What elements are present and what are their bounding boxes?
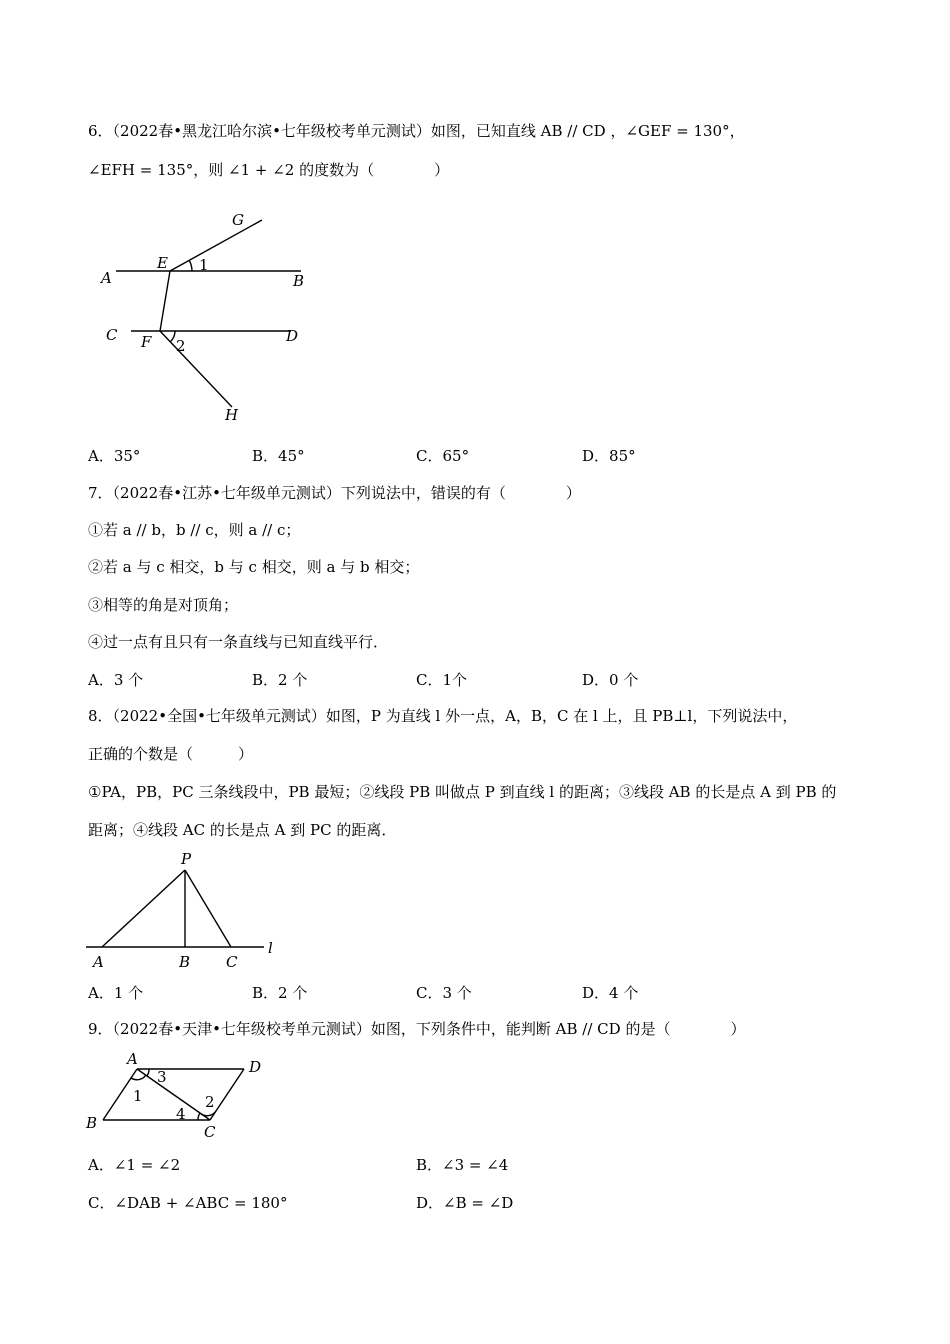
q8-statements-line2: 距离；④线段 AC 的长是点 A 到 PC 的距离． — [88, 821, 397, 839]
q9-label-a: A — [127, 1050, 138, 1068]
q6-angle2-arc — [170, 331, 175, 342]
q8-choice-b[interactable]: B．2 个 — [252, 984, 308, 1002]
q7-choice-c[interactable]: C．1个 — [416, 671, 468, 689]
q6-label-d: D — [286, 327, 299, 345]
q9-label-angle1: 1 — [133, 1087, 143, 1105]
q7-choices — [88, 670, 888, 690]
q9-label-c: C — [204, 1123, 216, 1141]
q8-stem-line2: 正确的个数是（ ） — [88, 745, 254, 763]
q6-stem-line2: ∠EFH = 135°，则 ∠1 + ∠2 的度数为（ ） — [88, 161, 450, 179]
q7-choice-d[interactable]: D．0 个 — [582, 671, 639, 689]
q9-choice-a[interactable]: A．∠1 = ∠2 — [88, 1156, 181, 1174]
q6-label-a: A — [101, 269, 112, 287]
q8-label-l: l — [268, 939, 273, 957]
q8-figure — [80, 845, 290, 975]
q6-label-h: H — [225, 406, 239, 424]
q7-choice-a[interactable]: A．3 个 — [88, 671, 144, 689]
q8-label-a: A — [93, 953, 104, 971]
q9-figure — [80, 1048, 280, 1148]
q6-label-e: E — [157, 254, 168, 272]
q9-choice-b[interactable]: B．∠3 = ∠4 — [416, 1156, 509, 1174]
q6-label-c: C — [106, 326, 118, 344]
q9-choice-c[interactable]: C．∠DAB + ∠ABC = 180° — [88, 1194, 288, 1212]
q7-statement-3: ③相等的角是对顶角； — [88, 596, 239, 614]
q7-statement-1: ①若 a // b，b // c，则 a // c； — [88, 521, 301, 539]
q9-choices-row2 — [88, 1193, 888, 1213]
q9-label-d: D — [249, 1058, 262, 1076]
q8-statements-line1: ①PA，PB，PC 三条线段中，PB 最短；②线段 PB 叫做点 P 到直线 l 的距离；③线段 AB 的长是点 A 到 PB 的 — [88, 783, 837, 801]
q9-angle4-arc — [198, 1113, 200, 1120]
q9-angle3-arc — [147, 1069, 149, 1076]
q6-segment-ef — [160, 271, 170, 331]
q9-label-angle3: 3 — [157, 1068, 167, 1086]
q9-choices-row1 — [88, 1155, 888, 1175]
q9-label-angle2: 2 — [205, 1093, 215, 1111]
q8-label-c: C — [226, 953, 238, 971]
q9-label-angle4: 4 — [176, 1105, 186, 1123]
q8-choice-d[interactable]: D．4 个 — [582, 984, 639, 1002]
q7-statement-2: ②若 a 与 c 相交，b 与 c 相交，则 a 与 b 相交； — [88, 558, 420, 576]
q6-ray-eg — [170, 220, 262, 271]
q8-segment-pa — [102, 870, 185, 947]
q9-choice-d[interactable]: D．∠B = ∠D — [416, 1194, 514, 1212]
q6-choice-d[interactable]: D．85° — [582, 447, 636, 465]
q6-choice-b[interactable]: B．45° — [252, 447, 305, 465]
q9-label-b: B — [86, 1114, 98, 1132]
q6-angle1-arc — [189, 260, 192, 271]
q6-choices — [88, 446, 888, 466]
q8-choice-a[interactable]: A．1 个 — [88, 984, 144, 1002]
q7-statement-4: ④过一点有且只有一条直线与已知直线平行． — [88, 633, 389, 651]
q6-choice-a[interactable]: A．35° — [88, 447, 141, 465]
q8-choice-c[interactable]: C．3 个 — [416, 984, 472, 1002]
q6-stem-line1: 6．（2022春•黑龙江哈尔滨•七年级校考单元测试）如图，已知直线 AB // CD ，∠GEF = 130°， — [88, 122, 745, 140]
q7-choice-b[interactable]: B．2 个 — [252, 671, 308, 689]
q8-label-p: P — [181, 850, 192, 868]
q7-stem: 7．（2022春•江苏•七年级单元测试）下列说法中，错误的有（ ） — [88, 484, 581, 502]
q6-label-g: G — [232, 211, 244, 229]
q9-stem: 9．（2022春•天津•七年级校考单元测试）如图，下列条件中，能判断 AB // CD 的是（ ） — [88, 1020, 746, 1038]
q6-ray-fh — [160, 331, 232, 407]
q8-choices — [88, 983, 888, 1003]
q6-label-angle2: 2 — [176, 337, 186, 355]
q6-label-f: F — [141, 333, 152, 351]
q6-figure — [95, 200, 325, 430]
q6-choice-c[interactable]: C．65° — [416, 447, 470, 465]
q8-stem-line1: 8．（2022•全国•七年级单元测试）如图，P 为直线 l 外一点，A，B，C 在 l 上，且 PB⊥l，下列说法中， — [88, 707, 798, 725]
q8-label-b: B — [179, 953, 191, 971]
q6-label-angle1: 1 — [199, 256, 209, 274]
q9-diagonal-ac — [137, 1069, 210, 1120]
q6-label-b: B — [293, 272, 305, 290]
q8-segment-pc — [185, 870, 231, 947]
q9-side-ab — [103, 1069, 137, 1120]
